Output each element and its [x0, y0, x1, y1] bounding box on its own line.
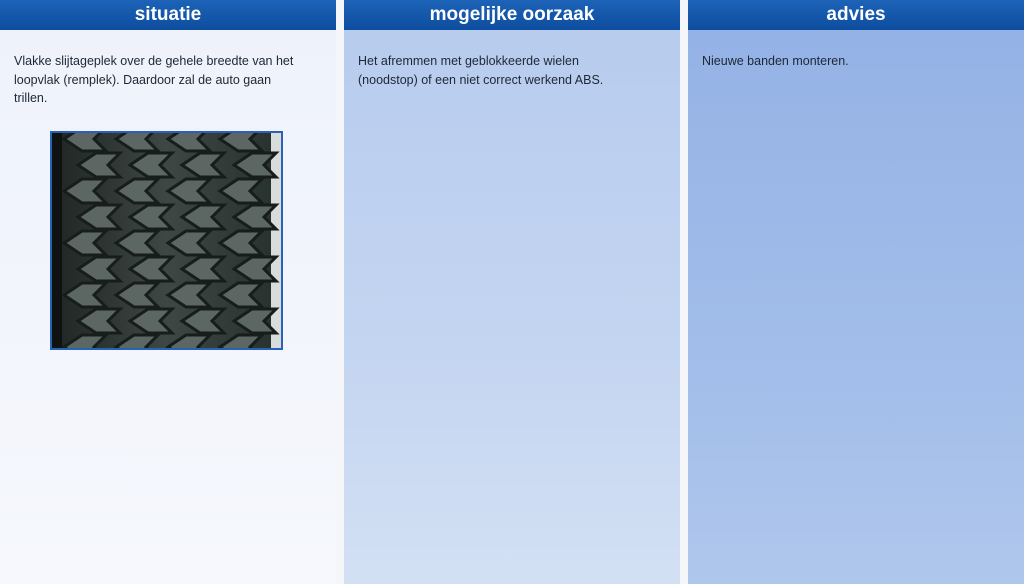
column-advies: [688, 0, 1024, 584]
situatie-text: Vlakke slijtageplek over de gehele breedte van het loopvlak (remplek). Daardoor zal de auto gaan trillen.: [14, 54, 294, 105]
column-header-situatie: situatie: [0, 0, 336, 30]
column-header-advies: advies: [688, 0, 1024, 30]
column-header-mogelijke-oorzaak: mogelijke oorzaak: [344, 0, 680, 30]
column-mogelijke-oorzaak: [344, 0, 680, 584]
tire-tread-image: [52, 133, 281, 348]
advies-text: Nieuwe banden monteren.: [702, 54, 849, 68]
oorzaak-text: Het afremmen met geblokkeerde wielen (noodstop) of een niet correct werkend ABS.: [358, 54, 604, 87]
column-situatie: [0, 0, 336, 584]
tire-tread-photo: [50, 131, 283, 350]
